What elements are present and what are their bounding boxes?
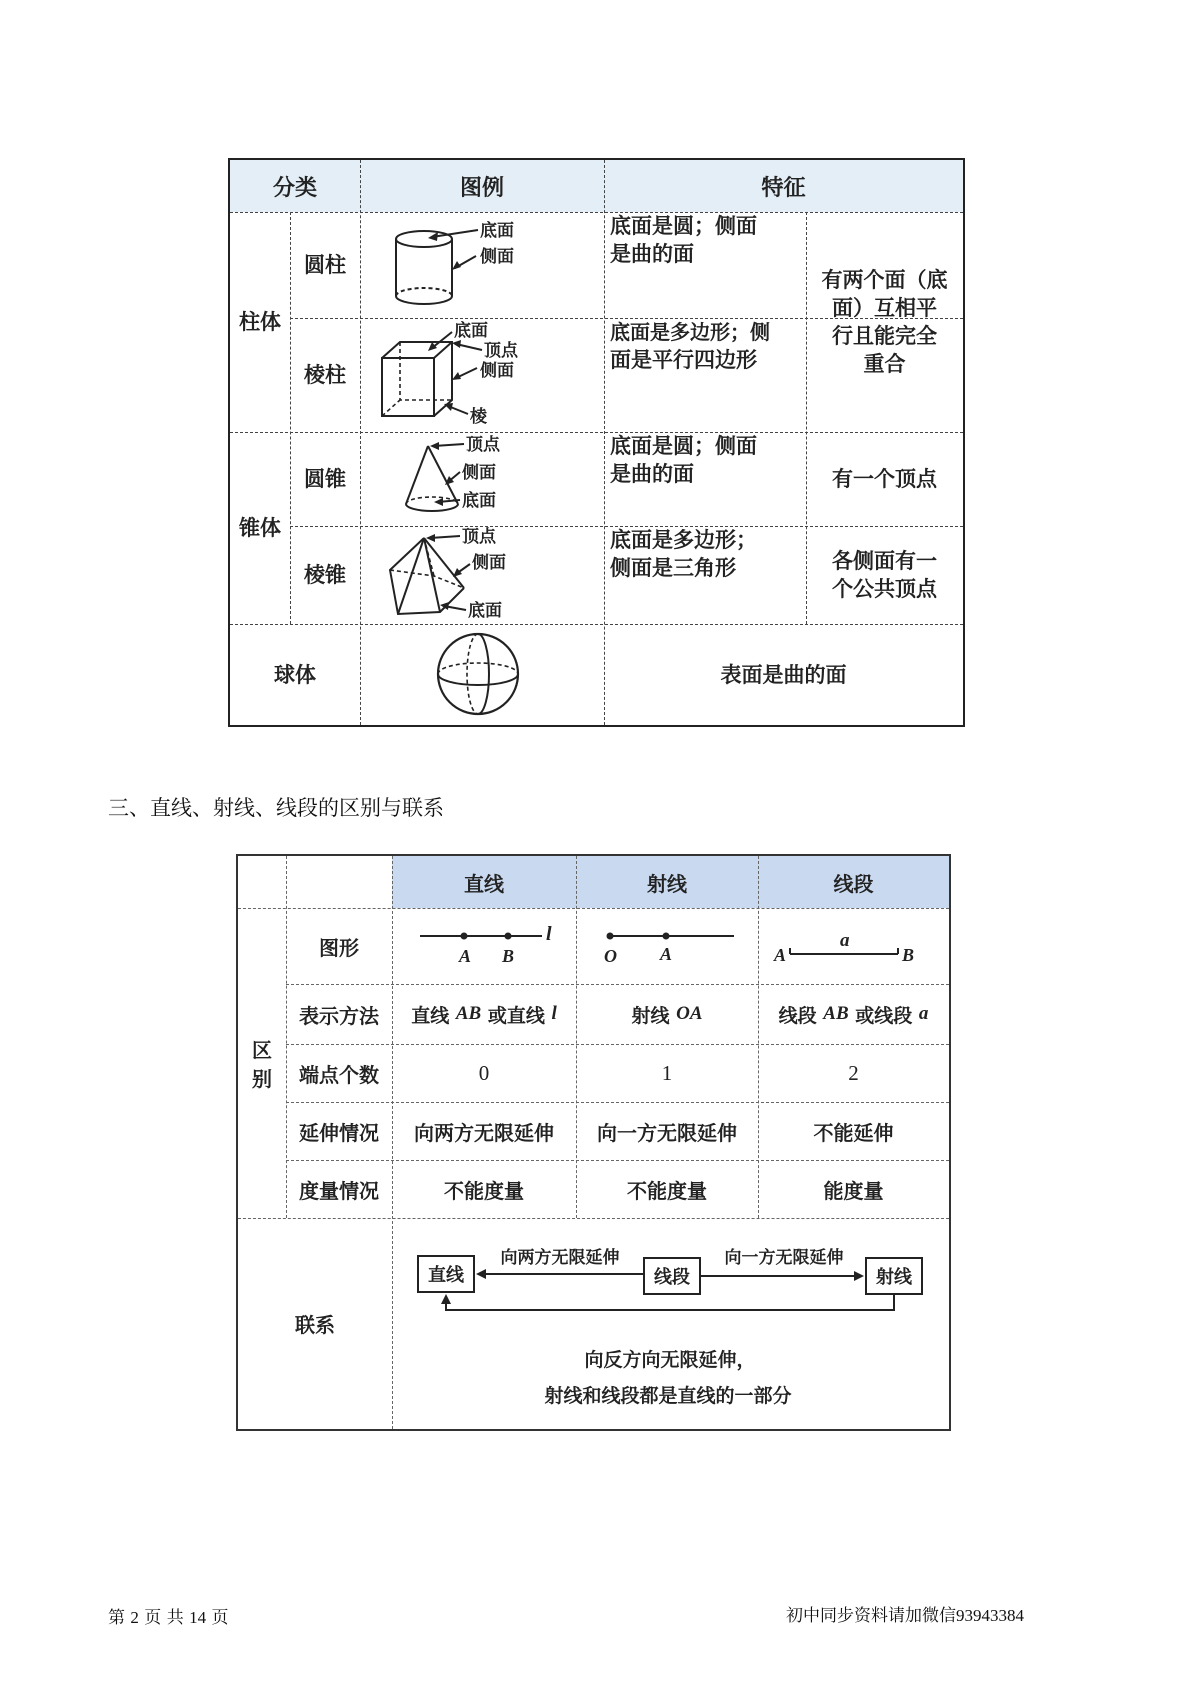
line-notation-mid: 或直线 [481,1004,552,1027]
solids-table [228,158,965,727]
header-figure: 图例 [459,175,504,201]
line-notation-prefix: 直线 [411,1004,456,1027]
segment-length-a: a [840,930,850,951]
group-pyramid: 锥体 [239,515,281,540]
footer-ad [786,1601,1024,1626]
cylinder-figure [360,212,604,318]
row-endpoints: 端点个数 [299,1062,379,1087]
segment-figure [758,908,949,984]
cylinder-feature [610,212,806,318]
segment-measure: 能度量 [823,1178,884,1203]
line-notation-ab: AB [455,1003,482,1024]
pyramid-label-side: 侧面 [472,553,506,573]
row-extension: 延伸情况 [299,1120,379,1145]
prism-common-line3: 行且能完全 [832,323,937,348]
prism-feature-line2: 面是平行四边形 [610,347,757,372]
sphere-figure [360,624,604,725]
prism-label-edge: 棱 [470,407,487,427]
cone-feature [610,432,806,526]
line-figure [392,908,576,984]
page-suffix: 页 [206,1608,229,1628]
cylinder-feature-line1: 底面是圆；侧面 [610,213,757,238]
row-figure: 图形 [319,935,359,960]
cone-feature-line2: 是曲的面 [610,461,694,486]
row-notation: 表示方法 [299,1003,379,1028]
col-line: 直线 [464,871,504,896]
cone-label-vertex: 顶点 [466,435,500,455]
ray-notation-prefix: 射线 [631,1004,677,1027]
segment-notation [758,984,949,1044]
header-category: 分类 [272,175,317,201]
difference-label [238,908,286,1218]
line-extension: 向两方无限延伸 [414,1120,554,1145]
line-notation-l: l [551,1003,557,1024]
segment-endpoints: 2 [848,1060,859,1085]
ray-point-o: O [604,946,617,966]
page-total: 14 [189,1608,207,1627]
relation-box-ray: 射线 [876,1267,912,1288]
ray-measure: 不能度量 [627,1178,707,1203]
pyramid-common-feature [806,526,963,624]
segment-notation-mid: 或线段 [848,1004,919,1027]
segment-extension: 不能延伸 [813,1120,894,1145]
relation-note-line2: 射线和线段都是直线的一部分 [544,1385,792,1407]
cone-label-base: 底面 [462,491,496,511]
page-number [108,1603,229,1628]
group-sphere: 球体 [274,661,316,687]
line-name-l: l [546,923,552,945]
ray-extension: 向一方无限延伸 [597,1120,737,1145]
relation-box-line: 直线 [428,1265,464,1286]
page-prefix: 第 [108,1608,131,1628]
difference-label-char1: 区 [252,1038,272,1062]
relation-box-segment: 线段 [654,1267,690,1288]
ray-notation [576,984,758,1044]
ray-point-a: A [660,944,673,964]
cone-common-feature: 有一个顶点 [832,466,937,491]
segment-notation-prefix: 线段 [778,1004,824,1027]
relation-label: 联系 [295,1313,335,1337]
pyramid-feature-line1: 底面是多边形； [610,527,757,552]
col-segment: 线段 [833,871,874,896]
ray-figure [576,908,758,984]
pyramid-figure [360,526,604,624]
ray-endpoints: 1 [661,1060,673,1085]
prism-label-vertex: 顶点 [484,341,518,361]
sphere-feature: 表面是曲的面 [720,661,847,687]
prism-common-line2: 面）互相平 [832,295,937,320]
segment-point-a: A [774,945,787,965]
cylinder-feature-line2: 是曲的面 [610,241,694,266]
cylinder-label-base: 底面 [480,221,514,241]
pyramid-common-line2: 个公共顶点 [832,576,937,601]
line-measure: 不能度量 [444,1178,524,1203]
relation-note-line1: 向反方向无限延伸， [584,1349,756,1371]
cone-feature-line1: 底面是圆；侧面 [610,433,757,458]
row-cone-name: 圆锥 [304,466,346,491]
group-prism: 柱体 [239,309,281,334]
page-mid: 页 共 [138,1608,190,1628]
prism-common-line4: 重合 [863,351,906,376]
prism-feature [610,318,806,432]
relation-arrow-left-label: 向两方无限延伸 [500,1248,620,1268]
prism-common-feature [806,212,963,432]
row-cylinder-name: 圆柱 [304,252,346,277]
row-prism-name: 棱柱 [304,362,346,387]
pyramid-label-base: 底面 [468,601,502,621]
row-measure: 度量情况 [299,1178,379,1203]
cylinder-label-side: 侧面 [480,247,514,267]
pyramid-feature [610,526,806,624]
prism-feature-line1: 底面是多边形；侧 [610,320,770,344]
difference-label-char2: 别 [252,1067,272,1091]
prism-figure [360,318,604,432]
col-ray: 射线 [647,871,687,896]
line-notation [392,984,576,1044]
page-current: 2 [130,1608,139,1627]
row-pyramid-name: 棱锥 [304,562,346,587]
ray-notation-oa: OA [676,1003,703,1024]
header-feature: 特征 [761,175,806,201]
pyramid-common-line1: 各侧面有一 [832,548,937,573]
footer-ad-text: 初中同步资料请加微信 [786,1606,956,1626]
segment-notation-a: a [918,1003,929,1024]
footer-ad-number: 93943384 [956,1606,1024,1625]
relation-diagram [392,1218,949,1429]
section-3-title: 三、直线、射线、线段的区别与联系 [108,796,444,820]
segment-notation-ab: AB [823,1003,849,1024]
pyramid-feature-line2: 侧面是三角形 [610,555,736,580]
line-point-b: B [502,946,515,966]
segment-point-b: B [902,945,915,965]
line-endpoints: 0 [478,1060,490,1085]
relation-arrow-right-label: 向一方无限延伸 [724,1248,844,1268]
lines-table [236,854,951,1431]
line-point-a: A [459,946,472,966]
pyramid-label-vertex: 顶点 [462,527,496,547]
prism-common-line1: 有两个面（底 [821,267,948,292]
cone-figure [360,432,604,526]
prism-label-base: 底面 [454,321,488,341]
cone-label-side: 侧面 [462,463,496,483]
prism-label-side: 侧面 [480,361,514,381]
